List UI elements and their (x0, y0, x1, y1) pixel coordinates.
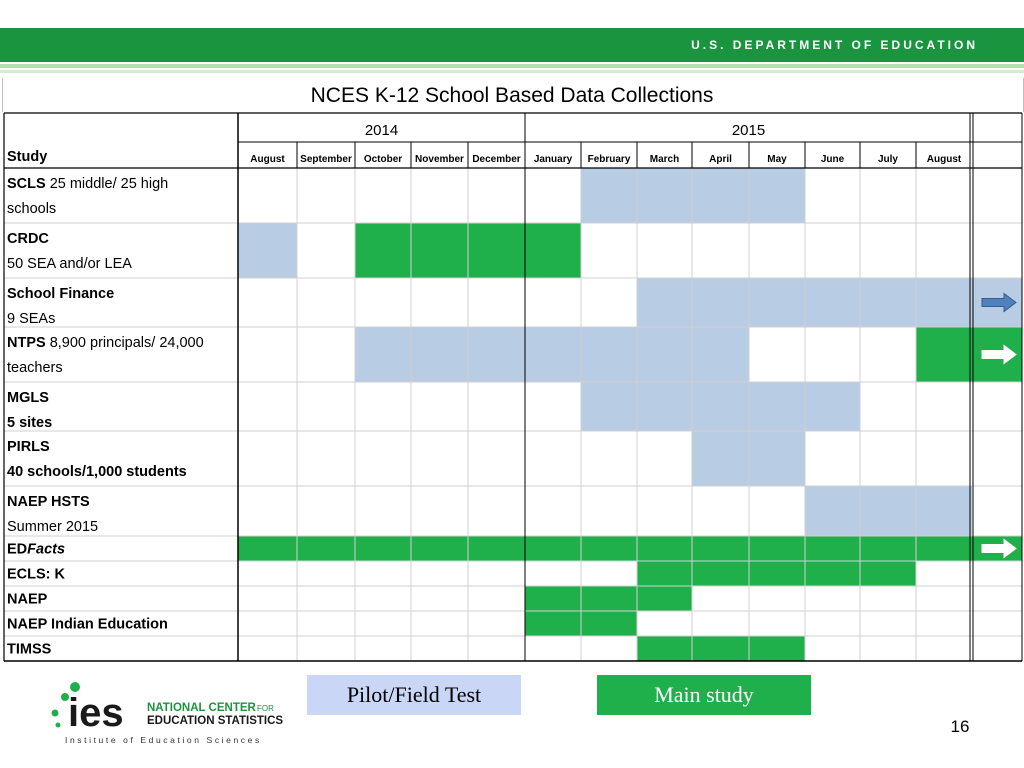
study-detail: 50 SEA and/or LEA (7, 256, 132, 272)
bar-pilot (355, 327, 749, 382)
legend-main-study: Main study (597, 675, 811, 715)
study-name: ECLS: K (7, 566, 65, 583)
study-detail: Summer 2015 (7, 519, 99, 535)
month-header: June (820, 154, 845, 165)
month-header: January (533, 154, 573, 165)
study-name: MGLS (7, 390, 49, 406)
month-header: August (926, 154, 962, 165)
study-name: SCLS 25 middle/ 25 high (7, 176, 169, 192)
study-detail: 5 sites (7, 415, 53, 431)
bar-main (637, 561, 916, 586)
department-label: U.S. DEPARTMENT OF EDUCATION (691, 38, 978, 52)
year-header: 2015 (731, 122, 766, 139)
study-name: TIMSS (7, 641, 52, 658)
study-name: NTPS 8,900 principals/ 24,000 (7, 335, 204, 351)
study-name: NAEP Indian Education (7, 616, 168, 633)
study-detail: 9 SEAs (7, 311, 56, 327)
study-detail: teachers (7, 360, 63, 376)
bar-main (637, 636, 805, 661)
month-header: September (300, 154, 352, 165)
logo-ies-letters: ies (68, 691, 124, 735)
month-header: December (472, 154, 521, 165)
study-name: CRDC (7, 231, 49, 247)
month-header: October (363, 154, 403, 165)
logo-for: FOR (257, 704, 274, 713)
study-name: PIRLS (7, 439, 50, 455)
year-header: 2014 (364, 122, 399, 139)
ies-logo (48, 676, 288, 748)
logo-line1: NATIONAL CENTER (147, 702, 256, 714)
bar-main (525, 586, 692, 611)
month-header: November (415, 154, 464, 165)
logo-tagline: Institute of Education Sciences (65, 735, 262, 745)
bar-pilot (805, 486, 972, 536)
bar-pilot (238, 223, 297, 278)
month-header: July (877, 154, 899, 165)
study-detail: schools (7, 201, 57, 217)
legend-pilot-field-test: Pilot/Field Test (307, 675, 521, 715)
study-detail: 40 schools/1,000 students (7, 464, 187, 480)
bar-main (238, 536, 1022, 561)
bar-pilot (637, 278, 1022, 327)
bar-pilot (581, 168, 805, 223)
study-name: EDFacts (7, 541, 66, 558)
study-name: NAEP HSTS (7, 494, 90, 510)
slide-title-text: NCES K-12 School Based Data Collections (310, 84, 714, 107)
page-number: 16 (950, 717, 970, 736)
bar-pilot (581, 382, 860, 431)
month-header: August (250, 154, 285, 165)
month-header: April (709, 154, 732, 165)
study-name: NAEP (7, 591, 48, 608)
month-header: February (587, 154, 631, 165)
month-header: May (767, 154, 787, 165)
logo-line2: EDUCATION STATISTICS (147, 715, 284, 727)
study-column-header: Study (7, 149, 48, 165)
study-name: School Finance (7, 286, 115, 302)
month-header: March (649, 154, 680, 165)
